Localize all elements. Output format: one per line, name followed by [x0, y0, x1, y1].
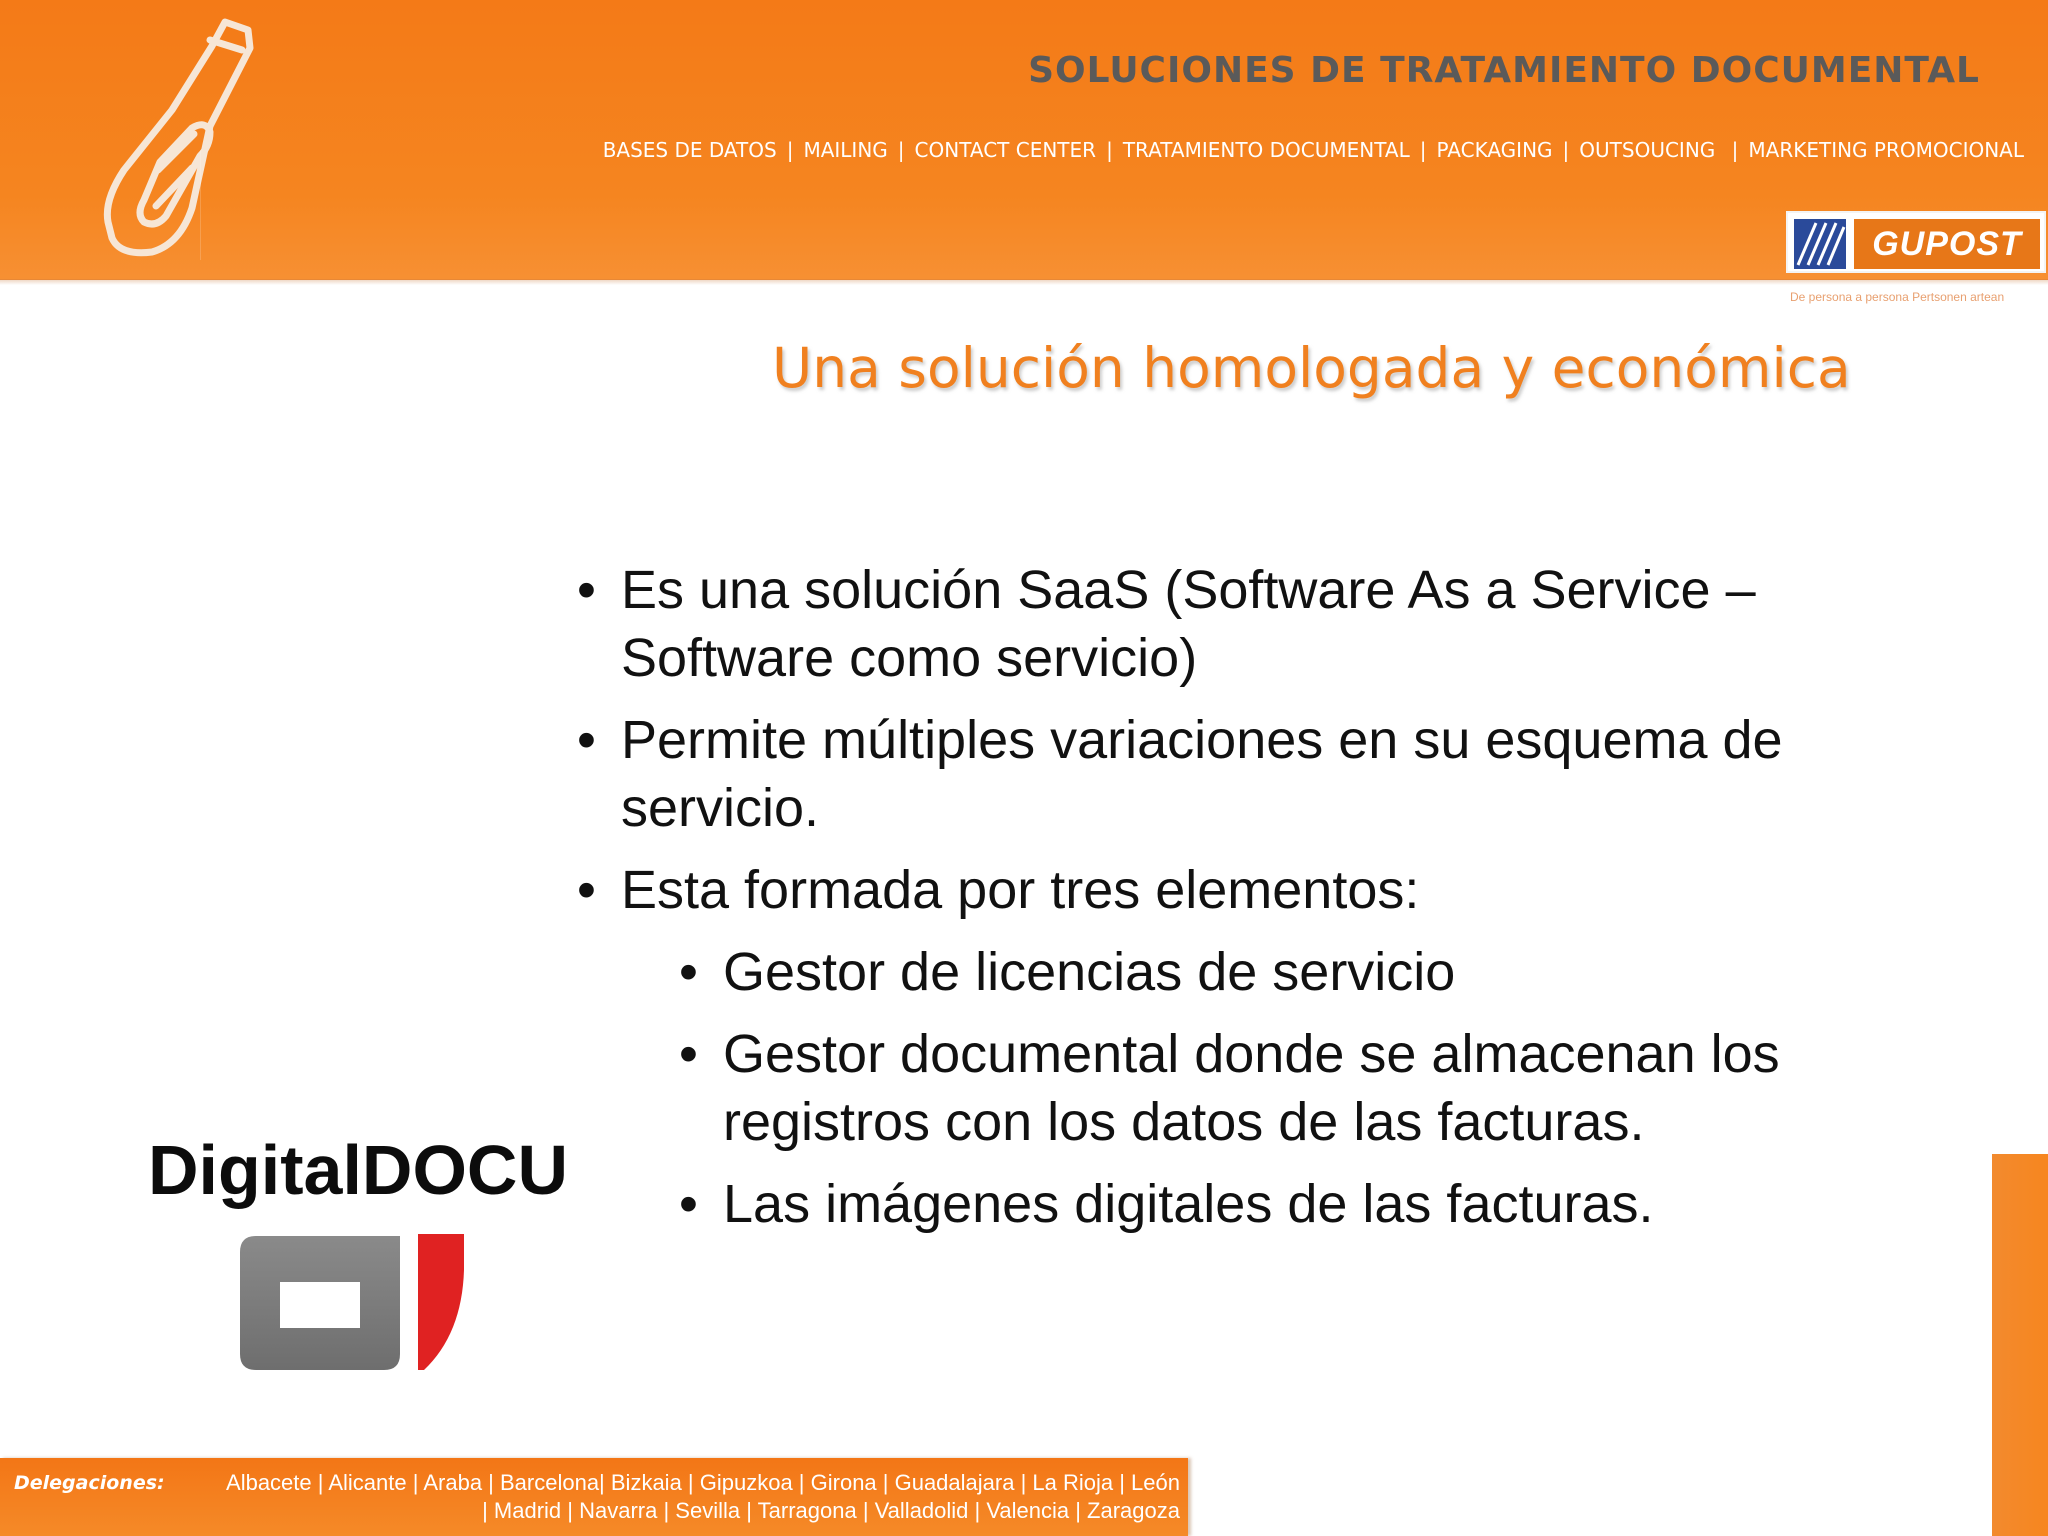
nav-separator: | — [1419, 138, 1427, 162]
nav-packaging[interactable]: PACKAGING — [1436, 138, 1553, 162]
header-title: SOLUCIONES DE TRATAMIENTO DOCUMENTAL — [1028, 50, 1980, 91]
footer-delegations-line-2: | Madrid | Navarra | Sevilla | Tarragona | Valladolid | Valencia | Zaragoza — [482, 1498, 1180, 1523]
nav-tratamiento-documental[interactable]: TRATAMIENTO DOCUMENTAL — [1122, 138, 1410, 162]
footer-bar — [0, 1458, 1188, 1536]
footer-label: Delegaciones: — [14, 1472, 165, 1494]
header-banner — [0, 0, 2048, 280]
right-accent-bar — [1992, 1154, 2048, 1536]
bullet-list — [575, 556, 1875, 1252]
nav-separator: | — [897, 138, 905, 162]
nav-outsoucing[interactable]: OUTSOUCING — [1579, 138, 1716, 162]
decorative-divider — [200, 150, 291, 260]
sub-bullet-item: • Las imágenes digitales de las facturas. — [677, 1170, 1875, 1238]
bullet-item: • Permite múltiples variaciones en su esquema de servicio. — [575, 706, 1875, 842]
nav-separator: | — [1562, 138, 1570, 162]
brand-name: DigitalDOCU — [148, 1131, 568, 1209]
bullet-item: • Es una solución SaaS (Software As a Service – Software como servicio) — [575, 556, 1875, 692]
gupost-tagline: De persona a persona Pertsonen artean — [1790, 290, 2005, 304]
gupost-logo[interactable] — [1786, 211, 2046, 273]
nav-separator: | — [1106, 138, 1113, 162]
nav-contact-center[interactable]: CONTACT CENTER — [914, 138, 1097, 162]
nav-bases-de-datos[interactable]: BASES DE DATOS — [602, 138, 777, 162]
sub-bullet-item: • Gestor documental donde se almacenan los registros con los datos de las facturas. — [677, 1020, 1875, 1156]
sub-bullet-item: • Gestor de licencias de servicio — [677, 938, 1875, 1006]
nav-mailing[interactable]: MAILING — [803, 138, 888, 162]
gupost-wordmark: GUPOST — [1854, 219, 2040, 269]
top-nav — [603, 138, 2024, 162]
slide-title: Una solución homologada y económica — [772, 336, 1851, 400]
nav-separator: | — [1725, 138, 1739, 162]
nav-marketing-promocional[interactable]: MARKETING PROMOCIONAL — [1748, 138, 2024, 162]
footer-delegations-line-1: Albacete | Alicante | Araba | Barcelona| Bizkaia | Gipuzkoa | Girona | Guadalajara | La Rioja | León — [226, 1470, 1180, 1495]
header-shadow — [0, 279, 2048, 285]
bullet-item: • Esta formada por tres elementos: — [575, 856, 1875, 924]
gupost-mark-icon — [1794, 219, 1846, 269]
nav-separator: | — [786, 138, 794, 162]
digitaldocu-logo-icon — [234, 1230, 470, 1376]
